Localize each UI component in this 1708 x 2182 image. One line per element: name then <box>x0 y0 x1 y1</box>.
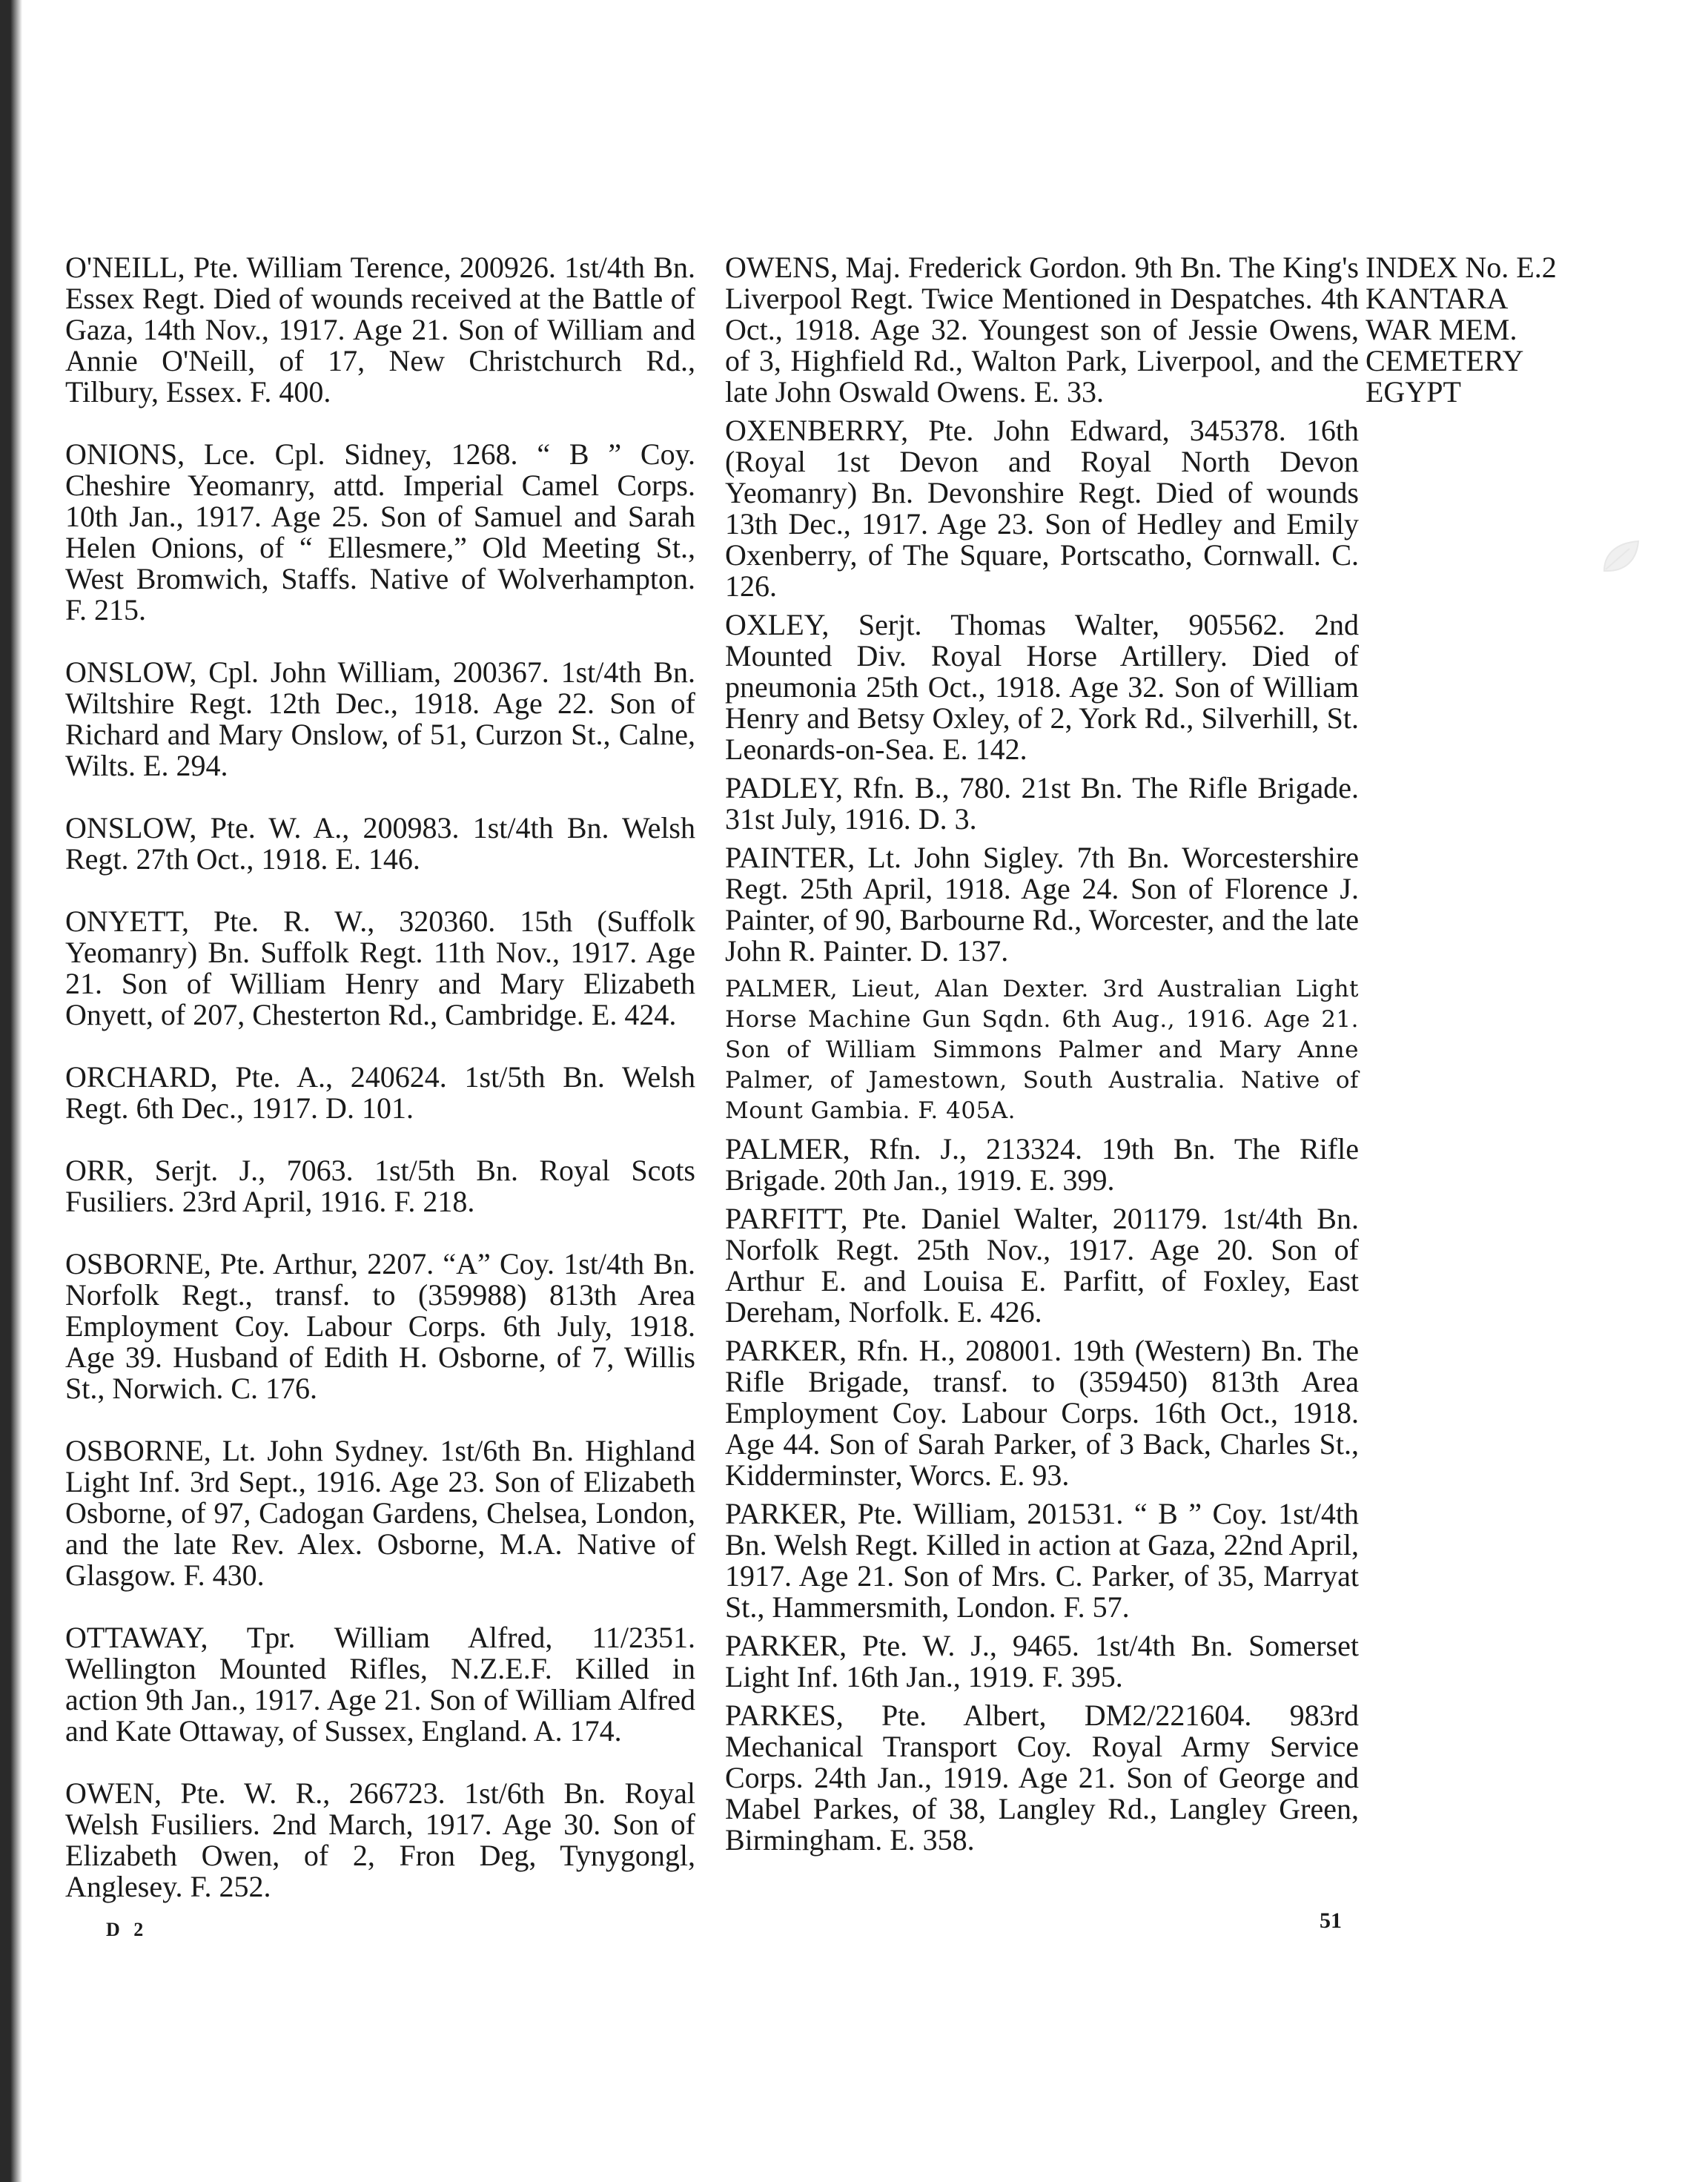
register-entry: PALMER, Rfn. J., 213324. 19th Bn. The Rifle Brigade. 20th Jan., 1919. E. 399. <box>725 1132 1359 1197</box>
register-entry: OXLEY, Serjt. Thomas Walter, 905562. 2nd Mounted Div. Royal Horse Artillery. Died of pneumonia 25th Oct., 1918. Age 32. Son of William Henry and Betsy Oxley, of 2, York Rd., Silverhill, St. Leonards-on-Sea. E. 142. <box>725 608 1359 766</box>
register-entry: ORCHARD, Pte. A., 240624. 1st/5th Bn. Welsh Regt. 6th Dec., 1917. D. 101. <box>65 1060 695 1125</box>
index-location: WAR MEM. <box>1366 313 1517 346</box>
left-column <box>65 252 695 1934</box>
register-entry: ONYETT, Pte. R. W., 320360. 15th (Suffolk Yeomanry) Bn. Suffolk Regt. 11th Nov., 1917. Age 21. Son of William Henry and Mary Elizabeth Onyett, of 207, Chesterton Rd., Cambridge. E. 424. <box>65 905 695 1031</box>
register-entry: OWENS, Maj. Frederick Gordon. 9th Bn. The King's Liverpool Regt. Twice Mentioned in Despatches. 4th Oct., 1918. Age 32. Youngest son of Jessie Owens, of 3, Highfield Rd., Walton Park, Liverpool, and the late John Oswald Owens. E. 33. <box>725 251 1359 409</box>
scan-edge <box>0 0 22 2182</box>
register-entry: PADLEY, Rfn. B., 780. 21st Bn. The Rifle Brigade. 31st July, 1916. D. 3. <box>725 771 1359 836</box>
register-entry: PARKER, Rfn. H., 208001. 19th (Western) Bn. The Rifle Brigade, transf. to (359450) 813th Area Employment Coy. Labour Corps. 16th Oct., 1918. Age 44. Son of Sarah Parker, of 3 Back, Charles St., Kidderminster, Worcs. E. 93. <box>725 1334 1359 1492</box>
signature-mark: D 2 <box>106 1919 148 1940</box>
register-entry: OSBORNE, Lt. John Sydney. 1st/6th Bn. Highland Light Inf. 3rd Sept., 1916. Age 23. Son of Elizabeth Osborne, of 97, Cadogan Gardens, Chelsea, London, and the late Rev. Alex. Osborne, M.A. Native of Glasgow. F. 430. <box>65 1434 695 1592</box>
register-entry: PAINTER, Lt. John Sigley. 7th Bn. Worcestershire Regt. 25th April, 1918. Age 24. Son of Florence J. Painter, of 90, Barbourne Rd., Worcester, and the late John R. Painter. D. 137. <box>725 841 1359 968</box>
cemetery-index-block <box>1366 252 1662 408</box>
register-entry: OXENBERRY, Pte. John Edward, 345378. 16th (Royal 1st Devon and Royal North Devon Yeomanry) Bn. Devonshire Regt. Died of wounds 13th Dec., 1917. Age 23. Son of Hedley and Emily Oxenberry, of The Square, Portscatho, Cornwall. C. 126. <box>725 414 1359 603</box>
register-entry: OTTAWAY, Tpr. William Alfred, 11/2351. Wellington Mounted Rifles, N.Z.E.F. Killed in action 9th Jan., 1917. Age 21. Son of William Alfred and Kate Ottaway, of Sussex, England. A. 174. <box>65 1621 695 1748</box>
register-entry: PARKER, Pte. W. J., 9465. 1st/4th Bn. Somerset Light Inf. 16th Jan., 1919. F. 395. <box>725 1629 1359 1693</box>
leaf-watermark-icon <box>1600 538 1641 575</box>
register-entry: O'NEILL, Pte. William Terence, 200926. 1st/4th Bn. Essex Regt. Died of wounds received at the Battle of Gaza, 14th Nov., 1917. Age 21. Son of William and Annie O'Neill, of 17, New Christchurch Rd., Tilbury, Essex. F. 400. <box>65 251 695 409</box>
middle-column <box>725 252 1359 1863</box>
page-number: 51 <box>1320 1908 1342 1933</box>
index-location: CEMETERY <box>1366 344 1524 377</box>
index-location: KANTARA <box>1366 282 1509 315</box>
index-number: INDEX No. E.2 <box>1366 251 1557 284</box>
register-entry: PARFITT, Pte. Daniel Walter, 201179. 1st/4th Bn. Norfolk Regt. 25th Nov., 1917. Age 20. Son of Arthur E. and Louisa E. Parfitt, of Foxley, East Dereham, Norfolk. E. 426. <box>725 1202 1359 1329</box>
register-entry: OSBORNE, Pte. Arthur, 2207. “A” Coy. 1st/4th Bn. Norfolk Regt., transf. to (359988) 813th Area Employment Coy. Labour Corps. 6th July, 1918. Age 39. Husband of Edith H. Osborne, of 7, Willis St., Norwich. C. 176. <box>65 1247 695 1405</box>
register-entry: PARKES, Pte. Albert, DM2/221604. 983rd Mechanical Transport Coy. Royal Army Service Corps. 24th Jan., 1919. Age 21. Son of George and Mabel Parkes, of 38, Langley Rd., Langley Green, Birmingham. E. 358. <box>725 1699 1359 1857</box>
register-entry: ORR, Serjt. J., 7063. 1st/5th Bn. Royal Scots Fusiliers. 23rd April, 1916. F. 218. <box>65 1154 695 1218</box>
register-entry: PARKER, Pte. William, 201531. “ B ” Coy. 1st/4th Bn. Welsh Regt. Killed in action at Gaza, 22nd April, 1917. Age 21. Son of Mrs. C. Parker, of 35, Marryat St., Hammersmith, London. F. 57. <box>725 1497 1359 1624</box>
register-entry: ONIONS, Lce. Cpl. Sidney, 1268. “ B ” Coy. Cheshire Yeomanry, attd. Imperial Camel Corps. 10th Jan., 1917. Age 25. Son of Samuel and Sarah Helen Onions, of “ Ellesmere,” Old Meeting St., West Bromwich, Staffs. Native of Wolverhampton. F. 215. <box>65 437 695 627</box>
register-entry: ONSLOW, Pte. W. A., 200983. 1st/4th Bn. Welsh Regt. 27th Oct., 1918. E. 146. <box>65 811 695 876</box>
register-entry: PALMER, Lieut, Alan Dexter. 3rd Australian Light Horse Machine Gun Sqdn. 6th Aug., 1916. Age 21. Son of William Simmons Palmer and Mary Anne Palmer, of Jamestown, South Australia. Native of Mount Gambia. F. 405A. <box>725 976 1359 1124</box>
register-entry: ONSLOW, Cpl. John William, 200367. 1st/4th Bn. Wiltshire Regt. 12th Dec., 1918. Age 22. Son of Richard and Mary Onslow, of 51, Curzon St., Calne, Wilts. E. 294. <box>65 655 695 782</box>
register-entry: OWEN, Pte. W. R., 266723. 1st/6th Bn. Royal Welsh Fusiliers. 2nd March, 1917. Age 30. Son of Elizabeth Owen, of 2, Fron Deg, Tynygongl, Anglesey. F. 252. <box>65 1776 695 1903</box>
index-location: EGYPT <box>1366 375 1461 409</box>
